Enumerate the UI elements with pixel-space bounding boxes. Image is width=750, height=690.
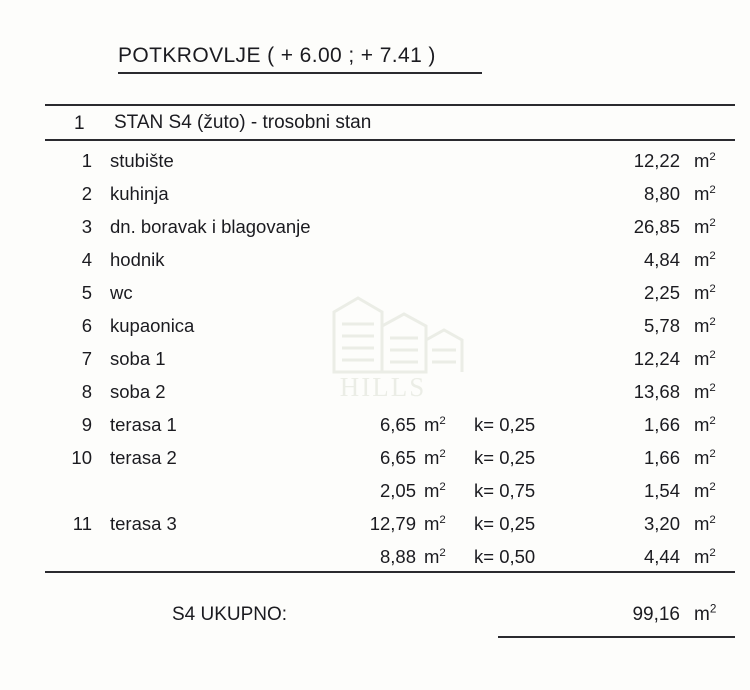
row-net-unit-text: m: [694, 513, 710, 534]
row-net-area: 12,24: [633, 348, 680, 369]
total-unit-text: m: [694, 604, 710, 625]
row-net-unit: $m^2$: [694, 447, 716, 468]
table-row: [0, 179, 750, 212]
row-net-unit: $m^2$: [694, 282, 716, 303]
row-coefficient: k= 0,25: [474, 414, 536, 435]
row-number: 11: [72, 513, 92, 534]
table-row: [0, 344, 750, 377]
row-net-area: 13,68: [633, 381, 680, 402]
row-net-unit: $m^2$: [694, 480, 716, 501]
row-name: soba 2: [110, 381, 166, 402]
table-row: [0, 410, 750, 443]
row-net-area: 4,44: [643, 546, 680, 567]
row-name: terasa 2: [110, 447, 177, 468]
row-net-unit-text: m: [694, 348, 710, 369]
row-gross-unit: $m^2$: [424, 414, 446, 435]
row-gross-unit-text: m: [424, 513, 440, 534]
row-name: stubište: [110, 150, 174, 171]
row-net-area: 1,66: [643, 414, 680, 435]
row-gross-unit: $m^2$: [424, 546, 446, 567]
row-net-unit-text: m: [694, 447, 710, 468]
row-number: 8: [81, 381, 92, 402]
row-name: kuhinja: [110, 183, 169, 204]
row-net-unit-text: m: [694, 150, 710, 171]
row-net-unit: $m^2$: [694, 381, 716, 402]
row-number: 1: [81, 150, 92, 171]
row-net-unit: $m^2$: [694, 249, 716, 270]
row-name: kupaonica: [110, 315, 195, 336]
row-gross-area: 12,79: [369, 513, 416, 534]
row-net-area: 26,85: [633, 216, 680, 237]
row-coefficient: k= 0,25: [474, 513, 536, 534]
row-net-unit-text: m: [694, 480, 710, 501]
row-gross-unit-text: m: [424, 414, 440, 435]
section-title: STAN S4 (žuto) - trosobni stan: [114, 112, 372, 133]
row-net-unit-text: m: [694, 216, 710, 237]
row-net-unit-text: m: [694, 315, 710, 336]
table-rule-bottom: [45, 571, 735, 573]
table-rule-header: [45, 139, 735, 141]
table-row: [0, 377, 750, 410]
row-net-unit-text: m: [694, 414, 710, 435]
row-net-area: 2,25: [643, 282, 680, 303]
row-number: 10: [71, 447, 92, 468]
table-row: [0, 245, 750, 278]
section-number: 1: [74, 113, 85, 134]
table-row: [0, 443, 750, 476]
row-net-unit: $m^2$: [694, 414, 716, 435]
total-underline: [498, 636, 735, 638]
row-number: 7: [81, 348, 92, 369]
row-net-unit: $m^2$: [694, 546, 716, 567]
table-rule-top: [45, 104, 735, 106]
row-name: soba 1: [110, 348, 166, 369]
row-name: hodnik: [110, 249, 165, 270]
row-gross-unit-text: m: [424, 480, 440, 501]
row-net-area: 1,66: [643, 447, 680, 468]
total-label: S4 UKUPNO:: [172, 604, 288, 625]
row-net-area: 4,84: [643, 249, 680, 270]
row-gross-unit-text: m: [424, 447, 440, 468]
row-name: wc: [110, 282, 133, 303]
row-net-unit: $m^2$: [694, 150, 716, 171]
row-net-unit: $m^2$: [694, 183, 716, 204]
row-gross-area: 8,88: [379, 546, 416, 567]
row-number: 4: [81, 249, 92, 270]
row-number: 3: [81, 216, 92, 237]
row-gross-area: 2,05: [379, 480, 416, 501]
row-net-unit-text: m: [694, 282, 710, 303]
row-number: 2: [81, 183, 92, 204]
table-row: [0, 278, 750, 311]
row-net-unit: $m^2$: [694, 513, 716, 534]
row-name: dn. boravak i blagovanje: [110, 216, 311, 237]
table-row: [0, 476, 750, 509]
row-number: 9: [81, 414, 92, 435]
watermark-text: HILLS: [339, 372, 427, 402]
row-name: terasa 1: [110, 414, 177, 435]
row-net-area: 5,78: [643, 315, 680, 336]
row-net-unit: $m^2$: [694, 216, 716, 237]
row-gross-unit: $m^2$: [424, 447, 446, 468]
row-number: 5: [81, 282, 92, 303]
row-gross-area: 6,65: [379, 414, 416, 435]
row-net-unit-text: m: [694, 546, 710, 567]
row-gross-area: 6,65: [379, 447, 416, 468]
table-row: [0, 311, 750, 344]
row-coefficient: k= 0,25: [474, 447, 536, 468]
row-net-unit: $m^2$: [694, 348, 716, 369]
row-name: terasa 3: [110, 513, 177, 534]
page-title: POTKROVLJE ( + 6.00 ; + 7.41 ): [118, 44, 436, 67]
row-net-area: 3,20: [643, 513, 680, 534]
row-coefficient: k= 0,75: [474, 480, 536, 501]
title-underline: [118, 72, 482, 74]
row-net-unit-text: m: [694, 249, 710, 270]
row-net-area: 1,54: [643, 480, 680, 501]
row-net-area: 12,22: [633, 150, 680, 171]
row-net-unit-text: m: [694, 381, 710, 402]
row-coefficient: k= 0,50: [474, 546, 536, 567]
table-row: [0, 212, 750, 245]
row-number: 6: [81, 315, 92, 336]
row-net-unit-text: m: [694, 183, 710, 204]
table-row: [0, 146, 750, 179]
row-gross-unit: $m^2$: [424, 480, 446, 501]
row-gross-unit-text: m: [424, 546, 440, 567]
row-gross-unit: $m^2$: [424, 513, 446, 534]
row-net-unit: $m^2$: [694, 315, 716, 336]
row-net-area: 8,80: [643, 183, 680, 204]
table-row: [0, 509, 750, 542]
total-unit: $m^2$: [694, 602, 717, 625]
total-value: 99,16: [632, 604, 680, 625]
